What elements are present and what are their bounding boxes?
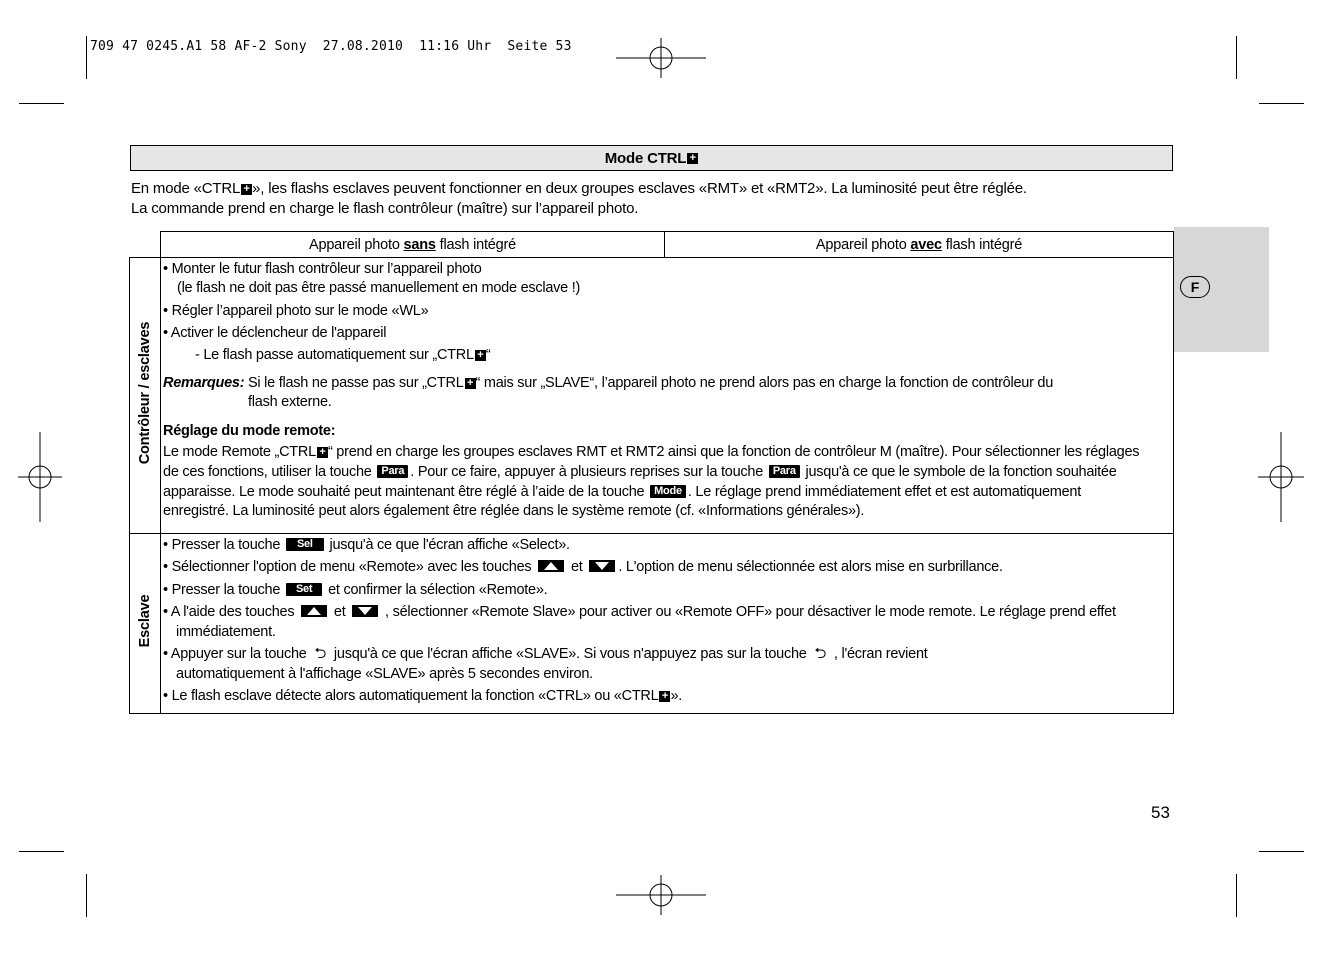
remarks-label: Remarques: [163,375,245,391]
ctrl-plus-icon: + [659,691,670,702]
text-fragment: jusqu'à ce que le symbole de la fonction souhaitée [801,464,1117,480]
remote-paragraph-line [163,442,1139,462]
crop-mark [1236,874,1237,917]
crop-mark [1236,36,1237,79]
intro-text: La commande prend en charge le flash contrôleur (maître) sur l’appareil photo. [131,200,639,217]
down-arrow-key-icon [352,605,378,617]
set-key-icon: Set [286,583,322,596]
ctrl-plus-icon: + [475,350,486,361]
text-fragment: “ prend en charge les groupes esclaves RMT et RMT2 ainsi que la fonction de contrôleur M (maître). Pour sélectionner les réglages [327,444,1140,460]
bullet-press-sel [163,535,570,555]
mode-key-icon: Mode [650,485,686,498]
text-fragment: . L'option de menu sélectionnée est alors mise en surbrillance. [618,559,1003,575]
para-key-icon: Para [377,465,408,478]
back-key-icon: ⮌ [314,645,327,662]
text-fragment: “ mais sur „SLAVE“, l’appareil photo ne prend alors pas en charge la fonction de contrôleur du [475,375,1054,391]
text-fragment: de ces fonctions, utiliser la touche [163,464,376,480]
crop-mark [1259,103,1304,104]
remote-paragraph-line: enregistré. La luminosité peut alors également être réglée dans le système remote (cf. «Informations générales»). [163,503,865,519]
text-fragment: • Presser la touche [163,582,284,598]
text-fragment: et confirmer la sélection «Remote». [324,582,548,598]
bullet-press-set [163,580,547,600]
crop-mark [1259,851,1304,852]
column-header-without-flash [160,231,665,258]
crop-mark [19,103,64,104]
text-fragment: , l'écran revient [830,646,928,662]
text-fragment: et [567,559,587,575]
text-fragment: ». [670,688,683,704]
language-tab-label: F [1180,276,1210,298]
bullet-select-remote [163,557,1003,577]
text-fragment: Si le flash ne passe pas sur „CTRL [248,375,464,391]
bullet-mount-flash: • Monter le futur flash contrôleur sur l’appareil photo [163,261,482,277]
back-key-icon: ⮌ [814,645,827,662]
ctrl-plus-icon: + [241,184,252,195]
up-arrow-key-icon [301,605,327,617]
text-fragment: jusqu'à ce que l'écran affiche «Select». [325,537,570,553]
text-fragment: Le mode Remote „CTRL [163,444,316,460]
bullet-remote-slave-cont: immédiatement. [176,624,276,640]
text-fragment: et [330,604,350,620]
down-arrow-key-icon [589,560,615,572]
registration-mark-icon [616,13,706,103]
text-fragment: . Pour ce faire, appuyer à plusieurs reprises sur la touche [410,464,767,480]
para-key-icon: Para [769,465,800,478]
registration-mark-icon [0,432,90,522]
intro-text: », les flashs esclaves peuvent fonctionner en deux groupes esclaves «RMT» et «RMT2». La luminosité peut être réglée. [252,180,1027,197]
column-header-emphasis: sans [403,236,436,253]
remarks-line: flash externe. [248,394,332,410]
intro-paragraph [131,179,1027,219]
remote-heading: Réglage du mode remote: [163,423,336,439]
text-fragment: • Presser la touche [163,537,284,553]
up-arrow-key-icon [538,560,564,572]
text-fragment: • Sélectionner l'option de menu «Remote» avec les touches [163,559,536,575]
ctrl-plus-icon: + [465,378,476,389]
column-header-emphasis: avec [910,236,942,253]
ctrl-plus-icon: + [317,447,328,458]
remote-paragraph-line [163,482,1081,502]
sel-key-icon: Sel [286,538,324,551]
crop-mark [19,851,64,852]
crop-mark [86,36,87,79]
bullet-press-back [163,644,928,664]
section-title [130,145,1173,171]
bullet-set-wl: • Régler l’appareil photo sur le mode «WL» [163,303,429,319]
text-fragment: - Le flash passe automatiquement sur „CTRL [195,347,474,363]
column-header-text: flash intégré [941,236,1023,253]
column-header-text: Appareil photo [815,236,911,253]
bullet-press-back-cont: automatiquement à l'affichage «SLAVE» après 5 secondes environ. [176,666,593,682]
text-fragment: “ [485,347,491,363]
row-label-controller-slaves: Contrôleur / esclaves [137,321,153,465]
text-fragment: • Le flash esclave détecte alors automatiquement la fonction «CTRL» ou «CTRL [163,688,659,704]
bullet-slave-detect [163,686,682,706]
text-fragment: . Le réglage prend immédiatement effet et est automatiquement [687,484,1082,500]
column-header-text: Appareil photo [308,236,404,253]
page-number: 53 [1151,803,1170,822]
text-fragment: • A l'aide des touches [163,604,299,620]
column-header-with-flash [664,231,1174,258]
print-slug: 709 47 0245.A1 58 AF-2 Sony 27.08.2010 11:16 Uhr Seite 53 [90,39,572,54]
column-header-text: flash intégré [435,236,517,253]
remote-paragraph-line [163,462,1117,482]
text-fragment: , sélectionner «Remote Slave» pour activer ou «Remote OFF» pour désactiver le mode remote. Le réglage prend effet [381,604,1116,620]
ctrl-plus-icon: + [687,153,698,164]
section-title-text: Mode CTRL [604,149,687,167]
text-fragment: • Appuyer sur la touche [163,646,311,662]
crop-mark [86,874,87,917]
bullet-mount-flash-note: (le flash ne doit pas être passé manuellement en mode esclave !) [177,280,581,296]
text-fragment: apparaisse. Le mode souhaité peut maintenant être réglé à l’aide de la touche [163,484,649,500]
registration-mark-icon [616,850,706,940]
remarks-line [248,373,1053,393]
registration-mark-icon [1236,432,1325,522]
row-label-slave: Esclave [137,594,153,648]
bullet-activate-trigger: • Activer le déclencheur de l'appareil [163,325,387,341]
intro-text: En mode «CTRL [131,180,241,197]
bullet-remote-slave [163,602,1116,622]
bullet-auto-ctrl [195,345,490,365]
text-fragment: jusqu'à ce que l'écran affiche «SLAVE». Si vous n'appuyez pas sur la touche [330,646,811,662]
